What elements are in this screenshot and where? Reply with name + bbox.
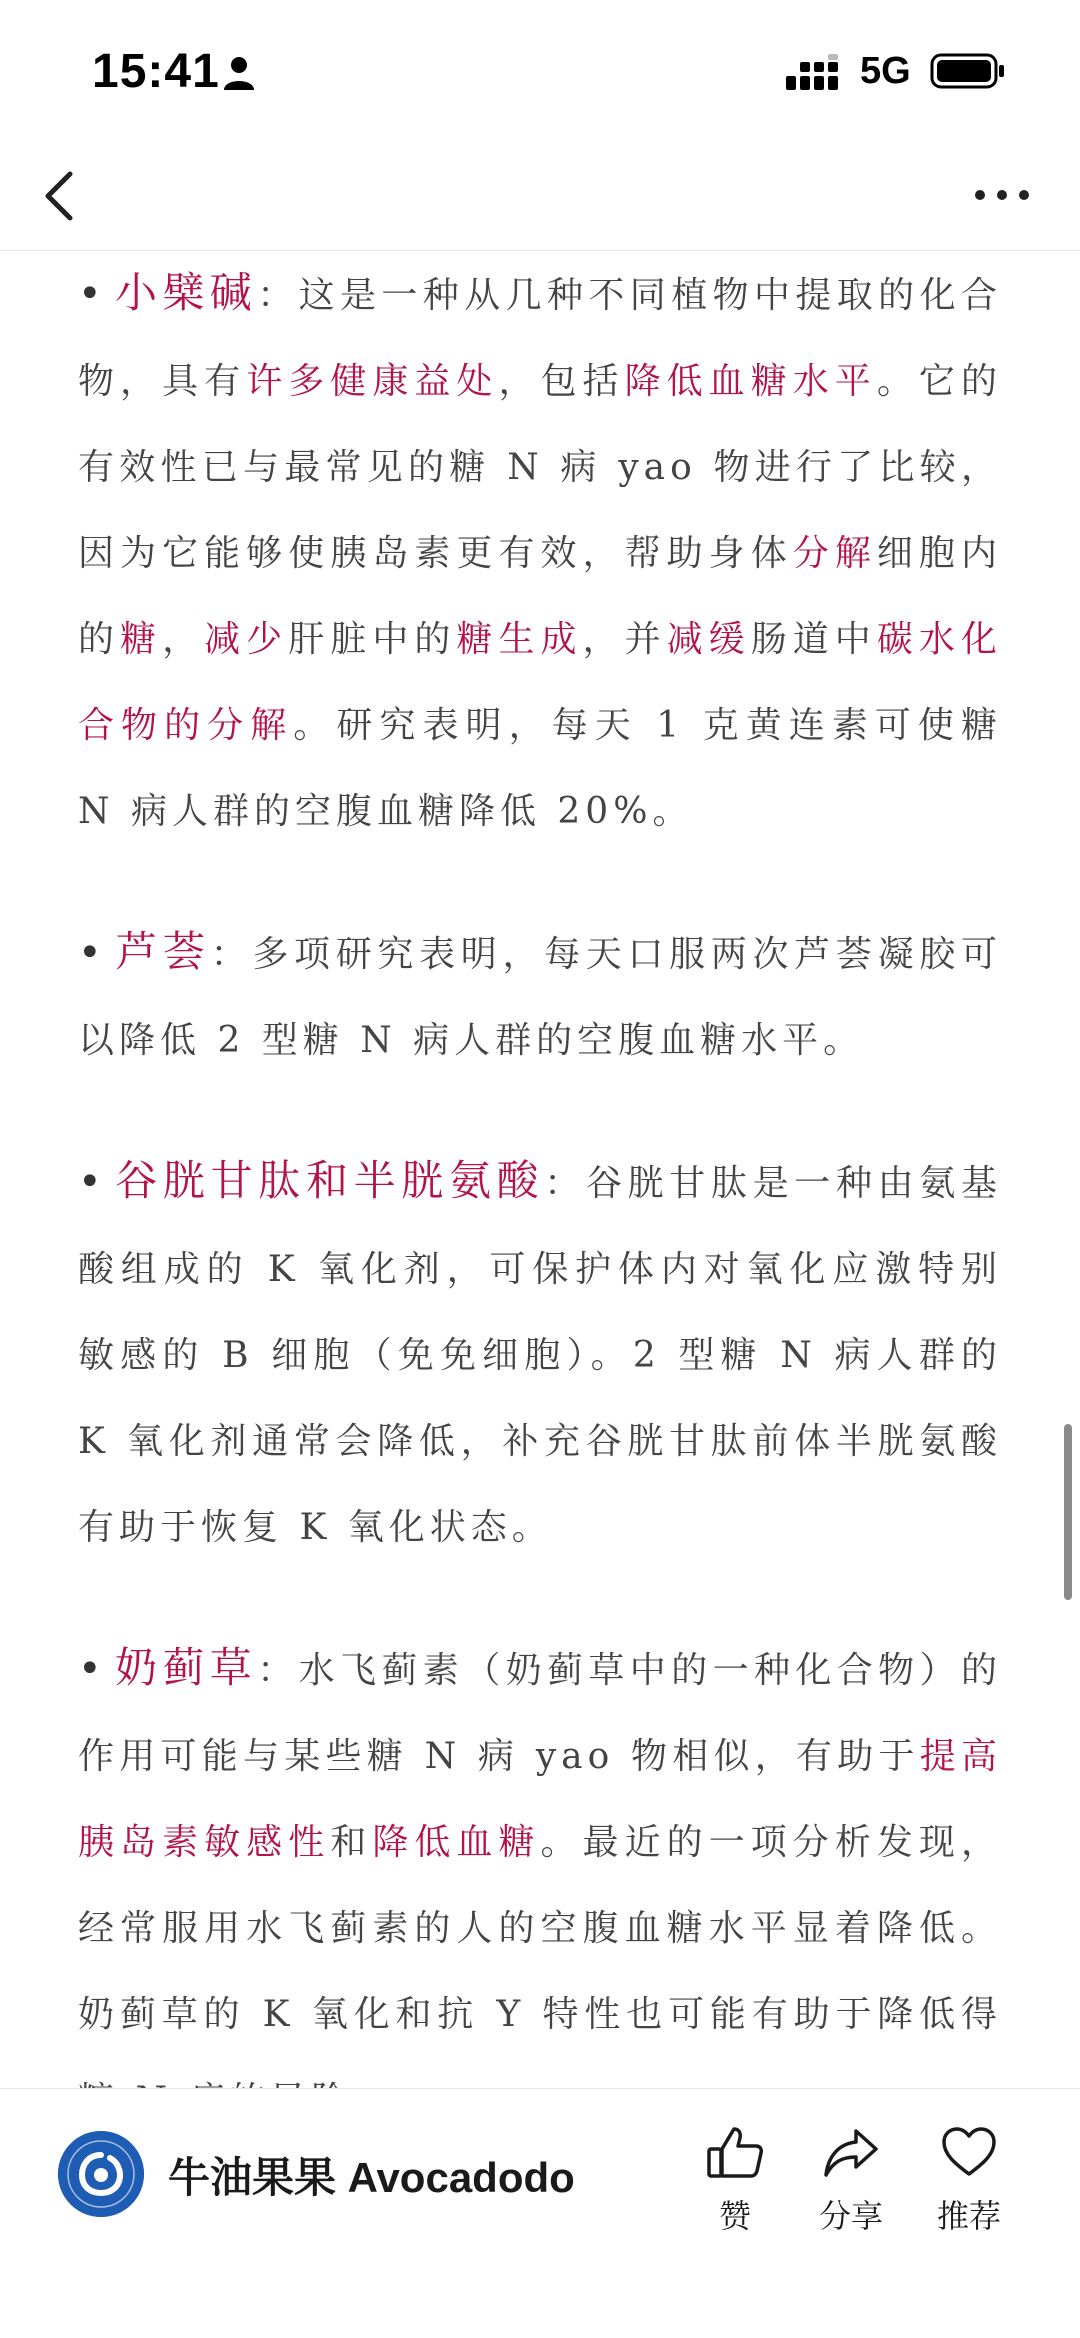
article-paragraph: [78, 250, 1002, 855]
bullet-point: •: [78, 930, 107, 976]
like-label: 赞: [718, 2197, 751, 2235]
article-paragraph: [78, 909, 1002, 1084]
body-text: 肝脏中的: [288, 619, 457, 660]
more-icon[interactable]: [972, 180, 1032, 210]
heart-icon: [940, 2125, 998, 2179]
network-type: 5G: [860, 50, 911, 92]
thumbs-up-icon: [706, 2125, 764, 2179]
term-heading: 谷胱甘肽和半胱氨酸: [114, 1156, 545, 1205]
highlight-text: 减缓: [666, 619, 751, 660]
highlight-text: 降低血糖水平: [624, 361, 877, 402]
status-bar: [0, 0, 1080, 140]
article-paragraph: [78, 1625, 1002, 2144]
body-text: ，包括: [498, 361, 625, 402]
body-text: ：水飞蓟素（奶蓟草中的一种化合物）的作用可能与某些糖 N 病 yao 物相似，有助于: [78, 1650, 1002, 1777]
scrollbar[interactable]: [1064, 1424, 1072, 1600]
body-text: ，: [162, 619, 205, 660]
like-button[interactable]: [680, 2125, 790, 2237]
status-time: 15:41: [92, 45, 220, 98]
body-text: ：谷胱甘肽是一种由氨基酸组成的 K 氧化剂，可保护体内对氧化应激特别敏感的 B 细胞（免免细胞）。2 型糖 N 病人群的 K 氧化剂通常会降低，补充谷胱甘肽前体半胱氨酸有助于恢复 K 氧化状态。: [78, 1163, 1002, 1548]
nav-bar: [0, 140, 1080, 251]
body-text: 。最近的一项分析发现，经常服用水飞蓟素的人的空腹血糖水平显着降低。奶蓟草的 K 氧化和抗 Y 特性也可能有助于降低得: [78, 1822, 1002, 2035]
battery-icon: [930, 52, 1006, 90]
account-name[interactable]: 牛油果果 Avocadodo: [168, 2154, 575, 2201]
back-icon[interactable]: [40, 166, 80, 226]
article-body: [78, 250, 1002, 2090]
share-arrow-icon: [822, 2125, 880, 2179]
term-heading: 芦荟: [114, 927, 211, 976]
signal-icon: [786, 54, 846, 90]
highlight-text: 糖生成: [456, 619, 583, 660]
term-heading: 小檗碱: [114, 268, 258, 317]
body-text: 。研究表明，每天 1 克黄连素可使糖 N 病人群的空腹血糖降低 20%。: [78, 705, 1002, 832]
bullet-point: •: [78, 271, 107, 317]
highlight-text: 糖: [120, 619, 163, 660]
highlight-text: 分解: [792, 533, 877, 574]
body-text: ：多项研究表明，每天口服两次芦荟凝胶可以降低 2 型糖 N 病人群的空腹血糖水平。: [78, 934, 1002, 1061]
highlight-text: 许多健康益处: [246, 361, 499, 402]
body-text: 和: [330, 1822, 373, 1863]
person-icon: [222, 56, 256, 90]
body-text: 细胞内的: [78, 533, 1002, 660]
body-text: ，并: [582, 619, 667, 660]
term-heading: 奶蓟草: [114, 1643, 258, 1692]
body-text: 。它的有效性已与最常见的糖 N 病 yao 物进行了比较，因为它能够使胰岛素更有效，帮助身体: [78, 361, 1002, 574]
bullet-point: •: [78, 1159, 107, 1205]
highlight-text: 减少: [204, 619, 289, 660]
highlight-text: 提高胰岛素敏感性: [78, 1736, 1002, 1863]
share-label: 分享: [818, 2197, 883, 2235]
article-paragraph: [78, 1138, 1002, 1571]
highlight-text: 降低血糖: [372, 1822, 541, 1863]
body-text: ：这是一种从几种不同植物中提取的化合物，具有: [78, 275, 1002, 402]
recommend-button[interactable]: [914, 2125, 1024, 2237]
bottom-bar: [0, 2088, 1080, 2338]
avatar[interactable]: [58, 2131, 144, 2217]
body-text: 肠道中: [750, 619, 877, 660]
bullet-point: •: [78, 1646, 107, 1692]
recommend-label: 推荐: [936, 2197, 1001, 2235]
share-button[interactable]: [796, 2125, 906, 2237]
highlight-text: 碳水化合物的分解: [78, 619, 1002, 746]
